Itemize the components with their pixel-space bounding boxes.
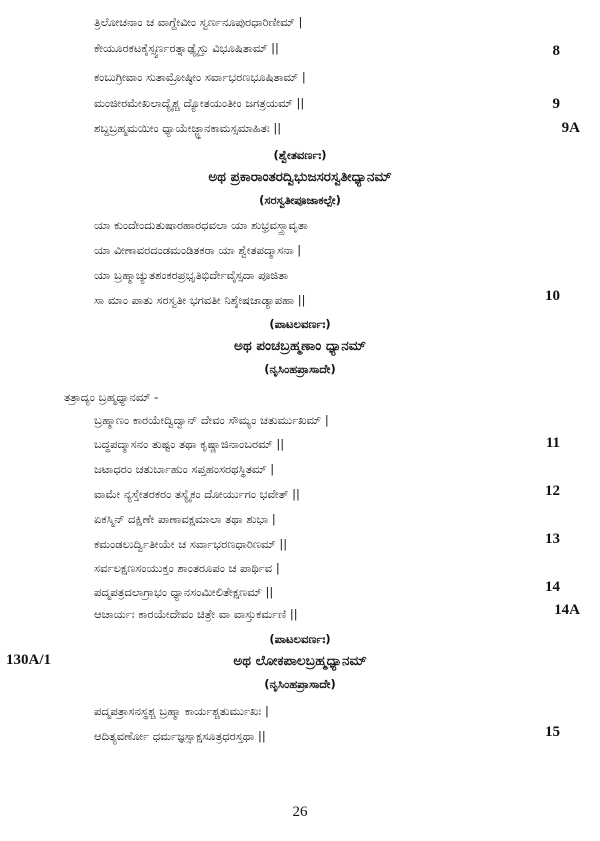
margin-reference: 130A/1 xyxy=(6,652,51,668)
section-note: (ಶ್ವೇತವರ್ಣಃ) xyxy=(273,148,327,162)
verse-number: 12 xyxy=(545,483,560,499)
verse-line: ಯಾ ವೀಣಾವರದಂಡಮಂಡಿತಕರಾ ಯಾ ಶ್ವೇತಪದ್ಮಾಸನಾ | xyxy=(94,243,302,257)
section-heading: ಅಥ ಲೋಕಪಾಲಬ್ರಹ್ಮಧ್ಯಾನಮ್ xyxy=(233,653,367,669)
verse-number: 9A xyxy=(561,120,580,136)
verse-line: ಪದ್ಮಪತ್ರಾಸನಸ್ಥಶ್ಚ ಬ್ರಹ್ಮಾ ಕಾರ್ಯಶ್ಚತುರ್ಮುಖಃ | xyxy=(94,704,269,718)
verse-number: 13 xyxy=(545,531,560,547)
page-number: 26 xyxy=(292,804,308,820)
verse-line: ಕಂಬುಗ್ರೀವಾಂ ಸುತಾಮ್ರೋಷ್ಠೀಂ ಸರ್ವಾಭರಣಭೂಷಿತಾಮ್ | xyxy=(94,70,306,84)
verse-line: ಏಕಸ್ಮಿನ್ ದಕ್ಷಿಣೇ ಪಾಣಾವಕ್ಷಮಾಲಾ ತಥಾ ಶುಭಾ | xyxy=(94,512,276,526)
section-note: (ಪಾಟಲವರ್ಣಃ) xyxy=(269,632,331,646)
verse-line: ಆದಿತ್ಯವರ್ಣೋ ಧರ್ಮಜ್ಞಸ್ಸಾಕ್ಷಸೂತ್ರಧರಸ್ತಥಾ || xyxy=(94,729,266,743)
section-note: (ನೃಸಿಂಹಪ್ರಾಸಾದೇ) xyxy=(264,677,336,691)
section-note: (ಸರಸ್ವತೀಪೂಜಾಕಲ್ಪೇ) xyxy=(259,193,341,207)
section-note: (ಪಾಟಲವರ್ಣಃ) xyxy=(269,317,331,331)
verse-number: 8 xyxy=(552,43,560,59)
verse-line: ಆಚಾರ್ಯಃ ಕಾರಯೇದೇವಂ ಚಿತ್ರೇ ವಾ ವಾಸ್ತುಕರ್ಮಣಿ || xyxy=(94,607,298,621)
verse-line: ಕೇಯೂರಕಟಕೈಸ್ಸ್ವರ್ಣರತ್ನಾಢ್ಯೈಸ್ತು ವಿಭೂಷಿತಾಮ್ || xyxy=(94,41,279,55)
verse-line: ವಾಮೇ ನ್ಯಸ್ತೇತರಕರಂ ತಸ್ಯೈಕಂ ದೋರ್ಯುಗಂ ಭವೇತ್ || xyxy=(94,487,300,501)
verse-line: ಪದ್ಮಪತ್ರದಲಾಗ್ರಾಭಂ ಧ್ಯಾನಸಂಮೀಲಿತೇಕ್ಷಣಮ್ || xyxy=(94,585,274,599)
verse-line: ಕಮಂಡಲುರ್ದ್ವಿತೀಯೇ ಚ ಸರ್ವಾಭರಣಧಾರಿಣಮ್ || xyxy=(94,537,288,551)
verse-line: ಸಾ ಮಾಂ ಪಾತು ಸರಸ್ವತೀ ಭಗವತೀ ನಿಶ್ಶೇಷಜಾಡ್ಯಾಪಹಾ || xyxy=(94,293,306,307)
verse-number: 10 xyxy=(545,288,560,304)
verse-line: ಬದ್ಧಪದ್ಮಾಸನಂ ತುಷ್ಟಂ ತಥಾ ಕೃಷ್ಣಾಜಿನಾಂಬರಮ್ || xyxy=(94,437,285,451)
verse-line: ಸರ್ವಲಕ್ಷಣಸಂಯುಕ್ತಂ ಶಾಂತರೂಪಂ ಚ ಪಾರ್ಥಿವ | xyxy=(94,561,280,575)
section-note: (ನೃಸಿಂಹಪ್ರಾಸಾದೇ) xyxy=(264,362,336,376)
section-heading: ಅಥ ಪ್ರಕಾರಾಂತರದ್ವಿಭುಜಸರಸ್ವತೀಧ್ಯಾನಮ್ xyxy=(208,169,392,185)
verse-number: 11 xyxy=(545,435,560,451)
verse-line: ತ್ರಿಲೋಚನಾಂ ಚ ವಾಗ್ದೇವೀಂ ಸ್ವರ್ಣನೂಪುರಧಾರಿಣೀಮ್ | xyxy=(94,15,303,29)
verse-line: ಬ್ರಹ್ಮಾಣಂ ಕಾರಯೇದ್ವಿದ್ವಾನ್ ದೇವಂ ಸೌಮ್ಯಂ ಚತುರ್ಮುಖಮ್ | xyxy=(94,413,329,427)
verse-number: 14 xyxy=(545,579,560,595)
section-heading: ಅಥ ಪಂಚಬ್ರಹ್ಮಣಾಂ ಧ್ಯಾನಮ್ xyxy=(234,338,366,354)
verse-line: ಜಟಾಧರಂ ಚತುರ್ಬಾಹುಂ ಸಪ್ತಹಂಸರಥಸ್ಥಿತಮ್ | xyxy=(94,462,275,476)
verse-line: ಯಾ ಬ್ರಹ್ಮಾಚ್ಯುತಶಂಕರಪ್ರಭೃತಿಭಿರ್ದೇವೈಸ್ಸದಾ ಪೂಜಿತಾ xyxy=(94,268,289,282)
verse-number: 14A xyxy=(554,602,580,618)
verse-line: ಯಾ ಕುಂದೇಂದುತುಷಾರಹಾರಧವಲಾ ಯಾ ಶುಭ್ರವಸ್ತ್ರಾವೃತಾ xyxy=(94,218,308,232)
verse-number: 15 xyxy=(545,724,560,740)
verse-line: ಮಂಜೀರಮೇಖಲಾದ್ಯೈಶ್ಚ ದ್ಯೋತಯಂತೀಂ ಜಗತ್ರಯಮ್ || xyxy=(94,96,305,110)
verse-number: 9 xyxy=(552,96,560,112)
verse-line: ಶಬ್ದಬ್ರಹ್ಮಮಯೀಂ ಧ್ಯಾಯೇಜ್ಜ್ಞಾನಕಾಮಸ್ಸಮಾಹಿತಃ || xyxy=(94,121,282,135)
intro-line: ತತ್ರಾದ್ಯಂ ಬ್ರಹ್ಮಧ್ಯಾನಮ್ - xyxy=(64,390,159,404)
